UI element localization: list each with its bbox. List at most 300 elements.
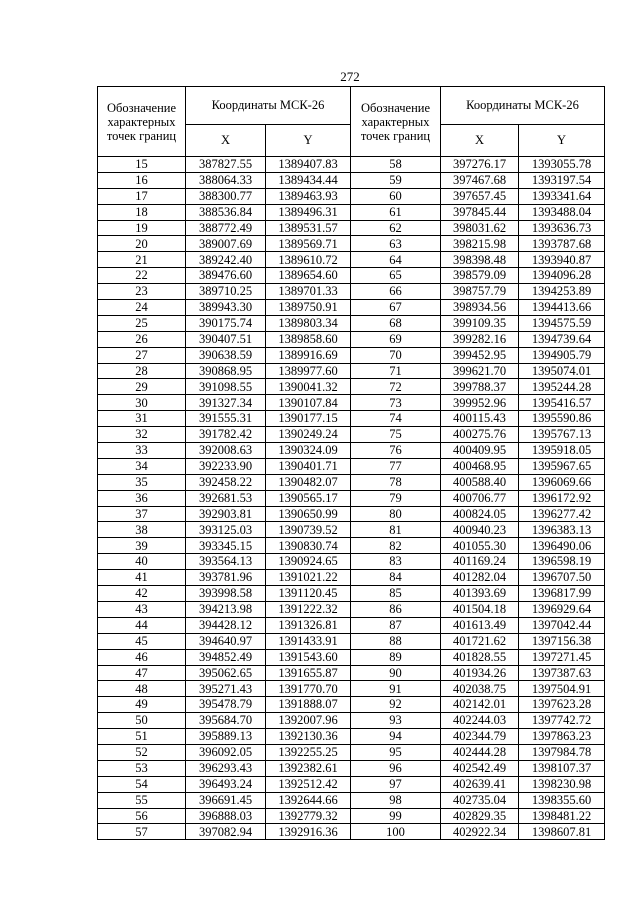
table-row	[351, 633, 605, 649]
table-row	[351, 188, 605, 204]
table-row	[351, 300, 605, 316]
point-number-cell: 63	[351, 236, 441, 252]
y-coordinate-cell: 1389803.34	[266, 315, 351, 331]
y-coordinate-cell: 1394096.28	[519, 268, 605, 284]
x-coordinate-cell: 396888.03	[186, 808, 266, 824]
table-row	[98, 172, 351, 188]
x-coordinate-cell: 387827.55	[186, 157, 266, 173]
point-number-cell: 97	[351, 776, 441, 792]
table-row	[98, 681, 351, 697]
x-coordinate-cell: 398934.56	[441, 300, 519, 316]
x-coordinate-cell: 402244.03	[441, 713, 519, 729]
x-coordinate-cell: 400115.43	[441, 411, 519, 427]
table-row	[351, 570, 605, 586]
table-row	[98, 395, 351, 411]
x-coordinate-cell: 393345.15	[186, 538, 266, 554]
table-row	[351, 538, 605, 554]
x-column-header: X	[441, 125, 519, 157]
x-coordinate-cell: 388064.33	[186, 172, 266, 188]
x-coordinate-cell: 392233.90	[186, 458, 266, 474]
table-row	[351, 665, 605, 681]
table-row	[351, 617, 605, 633]
point-number-cell: 24	[98, 300, 186, 316]
x-coordinate-cell: 390175.74	[186, 315, 266, 331]
x-coordinate-cell: 395062.65	[186, 665, 266, 681]
x-coordinate-cell: 399952.96	[441, 395, 519, 411]
y-coordinate-cell: 1389569.71	[266, 236, 351, 252]
y-coordinate-cell: 1389654.60	[266, 268, 351, 284]
table-row	[351, 808, 605, 824]
point-number-cell: 88	[351, 633, 441, 649]
table-body-right	[351, 157, 605, 840]
x-coordinate-cell: 399788.37	[441, 379, 519, 395]
y-coordinate-cell: 1390177.15	[266, 411, 351, 427]
y-coordinate-cell: 1393787.68	[519, 236, 605, 252]
x-coordinate-cell: 401721.62	[441, 633, 519, 649]
point-number-cell: 65	[351, 268, 441, 284]
y-coordinate-cell: 1397504.91	[519, 681, 605, 697]
point-number-cell: 73	[351, 395, 441, 411]
y-coordinate-cell: 1389463.93	[266, 188, 351, 204]
y-coordinate-cell: 1395590.86	[519, 411, 605, 427]
x-coordinate-cell: 396691.45	[186, 792, 266, 808]
coords-system-header: Координаты МСК-26	[441, 87, 605, 125]
point-number-cell: 67	[351, 300, 441, 316]
table-row	[98, 411, 351, 427]
x-coordinate-cell: 393564.13	[186, 554, 266, 570]
y-coordinate-cell: 1392255.25	[266, 744, 351, 760]
x-column-header: X	[186, 125, 266, 157]
point-number-cell: 64	[351, 252, 441, 268]
point-number-cell: 82	[351, 538, 441, 554]
x-coordinate-cell: 396092.05	[186, 744, 266, 760]
table-row	[98, 236, 351, 252]
y-coordinate-cell: 1389610.72	[266, 252, 351, 268]
point-number-cell: 16	[98, 172, 186, 188]
point-number-cell: 72	[351, 379, 441, 395]
x-coordinate-cell: 390407.51	[186, 331, 266, 347]
y-coordinate-cell: 1392130.36	[266, 729, 351, 745]
y-coordinate-cell: 1391222.32	[266, 601, 351, 617]
x-coordinate-cell: 391327.34	[186, 395, 266, 411]
table-row	[351, 252, 605, 268]
y-coordinate-cell: 1395967.65	[519, 458, 605, 474]
table-row	[98, 617, 351, 633]
y-coordinate-cell: 1389434.44	[266, 172, 351, 188]
table-row	[351, 522, 605, 538]
y-column-header: Y	[519, 125, 605, 157]
point-number-cell: 51	[98, 729, 186, 745]
table-row	[98, 427, 351, 443]
x-coordinate-cell: 398579.09	[441, 268, 519, 284]
table-row	[351, 315, 605, 331]
x-coordinate-cell: 395889.13	[186, 729, 266, 745]
table-row	[351, 363, 605, 379]
point-number-cell: 44	[98, 617, 186, 633]
table-row	[98, 554, 351, 570]
point-column-header: Обозначение характерных точек границ	[98, 87, 186, 157]
point-number-cell: 68	[351, 315, 441, 331]
point-number-cell: 69	[351, 331, 441, 347]
x-coordinate-cell: 395684.70	[186, 713, 266, 729]
table-row	[98, 157, 351, 173]
y-coordinate-cell: 1390565.17	[266, 490, 351, 506]
y-coordinate-cell: 1396172.92	[519, 490, 605, 506]
page-number: 272	[340, 69, 360, 84]
y-coordinate-cell: 1391770.70	[266, 681, 351, 697]
table-row	[351, 792, 605, 808]
y-coordinate-cell: 1391120.45	[266, 586, 351, 602]
x-coordinate-cell: 400588.40	[441, 474, 519, 490]
x-coordinate-cell: 390868.95	[186, 363, 266, 379]
table-row	[98, 363, 351, 379]
y-column-header: Y	[266, 125, 351, 157]
y-coordinate-cell: 1392382.61	[266, 760, 351, 776]
x-coordinate-cell: 402142.01	[441, 697, 519, 713]
table-row	[351, 411, 605, 427]
y-coordinate-cell: 1395918.05	[519, 443, 605, 459]
y-coordinate-cell: 1393197.54	[519, 172, 605, 188]
x-coordinate-cell: 401934.26	[441, 665, 519, 681]
y-coordinate-cell: 1392007.96	[266, 713, 351, 729]
table-row	[98, 713, 351, 729]
point-number-cell: 86	[351, 601, 441, 617]
table-row	[351, 458, 605, 474]
x-coordinate-cell: 399109.35	[441, 315, 519, 331]
x-coordinate-cell: 402829.35	[441, 808, 519, 824]
point-number-cell: 32	[98, 427, 186, 443]
x-coordinate-cell: 398398.48	[441, 252, 519, 268]
point-number-cell: 94	[351, 729, 441, 745]
x-coordinate-cell: 388300.77	[186, 188, 266, 204]
table-row	[98, 729, 351, 745]
y-coordinate-cell: 1389531.57	[266, 220, 351, 236]
x-coordinate-cell: 402735.04	[441, 792, 519, 808]
x-coordinate-cell: 396293.43	[186, 760, 266, 776]
point-number-cell: 98	[351, 792, 441, 808]
point-column-header: Обозначение характерных точек границ	[351, 87, 441, 157]
x-coordinate-cell: 401393.69	[441, 586, 519, 602]
x-coordinate-cell: 389710.25	[186, 284, 266, 300]
x-coordinate-cell: 402444.28	[441, 744, 519, 760]
point-number-cell: 92	[351, 697, 441, 713]
x-coordinate-cell: 389007.69	[186, 236, 266, 252]
y-coordinate-cell: 1389407.83	[266, 157, 351, 173]
y-coordinate-cell: 1398107.37	[519, 760, 605, 776]
table-body-left	[98, 157, 351, 840]
x-coordinate-cell: 397082.94	[186, 824, 266, 840]
y-coordinate-cell: 1393055.78	[519, 157, 605, 173]
table-row	[351, 601, 605, 617]
y-coordinate-cell: 1397271.45	[519, 649, 605, 665]
y-coordinate-cell: 1397623.28	[519, 697, 605, 713]
point-number-cell: 50	[98, 713, 186, 729]
point-number-cell: 93	[351, 713, 441, 729]
table-row	[351, 236, 605, 252]
point-number-cell: 75	[351, 427, 441, 443]
table-row	[98, 474, 351, 490]
table-row	[351, 443, 605, 459]
x-coordinate-cell: 398215.98	[441, 236, 519, 252]
y-coordinate-cell: 1398355.60	[519, 792, 605, 808]
x-coordinate-cell: 401828.55	[441, 649, 519, 665]
table-row	[98, 315, 351, 331]
point-number-cell: 25	[98, 315, 186, 331]
point-number-cell: 55	[98, 792, 186, 808]
table-row	[98, 601, 351, 617]
point-number-cell: 18	[98, 204, 186, 220]
point-number-cell: 95	[351, 744, 441, 760]
x-coordinate-cell: 402038.75	[441, 681, 519, 697]
x-coordinate-cell: 392903.81	[186, 506, 266, 522]
point-number-cell: 70	[351, 347, 441, 363]
table-row	[98, 300, 351, 316]
point-number-cell: 23	[98, 284, 186, 300]
table-row	[351, 331, 605, 347]
x-coordinate-cell: 394640.97	[186, 633, 266, 649]
y-coordinate-cell: 1391543.60	[266, 649, 351, 665]
table-row	[98, 458, 351, 474]
y-coordinate-cell: 1390249.24	[266, 427, 351, 443]
y-coordinate-cell: 1397387.63	[519, 665, 605, 681]
table-row	[351, 506, 605, 522]
table-row	[98, 379, 351, 395]
y-coordinate-cell: 1397742.72	[519, 713, 605, 729]
x-coordinate-cell: 398031.62	[441, 220, 519, 236]
table-row	[98, 776, 351, 792]
y-coordinate-cell: 1392644.66	[266, 792, 351, 808]
point-number-cell: 83	[351, 554, 441, 570]
table-row	[351, 824, 605, 840]
y-coordinate-cell: 1390924.65	[266, 554, 351, 570]
y-coordinate-cell: 1398230.98	[519, 776, 605, 792]
point-number-cell: 33	[98, 443, 186, 459]
x-coordinate-cell: 402922.34	[441, 824, 519, 840]
point-number-cell: 74	[351, 411, 441, 427]
y-coordinate-cell: 1390107.84	[266, 395, 351, 411]
table-row	[98, 490, 351, 506]
point-number-cell: 100	[351, 824, 441, 840]
y-coordinate-cell: 1389858.60	[266, 331, 351, 347]
x-coordinate-cell: 391555.31	[186, 411, 266, 427]
point-number-cell: 15	[98, 157, 186, 173]
table-row	[351, 713, 605, 729]
x-coordinate-cell: 402344.79	[441, 729, 519, 745]
table-row	[351, 729, 605, 745]
point-number-cell: 62	[351, 220, 441, 236]
y-coordinate-cell: 1393341.64	[519, 188, 605, 204]
table-row	[98, 538, 351, 554]
point-number-cell: 26	[98, 331, 186, 347]
point-number-cell: 39	[98, 538, 186, 554]
point-number-cell: 41	[98, 570, 186, 586]
table-row	[98, 522, 351, 538]
y-coordinate-cell: 1390324.09	[266, 443, 351, 459]
x-coordinate-cell: 397467.68	[441, 172, 519, 188]
x-coordinate-cell: 397276.17	[441, 157, 519, 173]
table-row	[98, 792, 351, 808]
x-coordinate-cell: 390638.59	[186, 347, 266, 363]
y-coordinate-cell: 1389977.60	[266, 363, 351, 379]
point-number-cell: 47	[98, 665, 186, 681]
point-number-cell: 21	[98, 252, 186, 268]
x-coordinate-cell: 393998.58	[186, 586, 266, 602]
point-number-cell: 30	[98, 395, 186, 411]
point-number-cell: 38	[98, 522, 186, 538]
x-coordinate-cell: 400940.23	[441, 522, 519, 538]
x-coordinate-cell: 391098.55	[186, 379, 266, 395]
x-coordinate-cell: 400275.76	[441, 427, 519, 443]
y-coordinate-cell: 1397863.23	[519, 729, 605, 745]
x-coordinate-cell: 401504.18	[441, 601, 519, 617]
table-row	[98, 188, 351, 204]
point-number-cell: 96	[351, 760, 441, 776]
x-coordinate-cell: 401282.04	[441, 570, 519, 586]
x-coordinate-cell: 400409.95	[441, 443, 519, 459]
x-coordinate-cell: 392681.53	[186, 490, 266, 506]
point-number-cell: 61	[351, 204, 441, 220]
table-row	[98, 284, 351, 300]
point-number-cell: 90	[351, 665, 441, 681]
point-number-cell: 99	[351, 808, 441, 824]
table-row	[98, 443, 351, 459]
table-row	[351, 586, 605, 602]
x-coordinate-cell: 389242.40	[186, 252, 266, 268]
table-row	[351, 204, 605, 220]
y-coordinate-cell: 1391433.91	[266, 633, 351, 649]
point-number-cell: 71	[351, 363, 441, 379]
x-coordinate-cell: 392008.63	[186, 443, 266, 459]
point-number-cell: 58	[351, 157, 441, 173]
point-number-cell: 66	[351, 284, 441, 300]
x-coordinate-cell: 394213.98	[186, 601, 266, 617]
table-row	[351, 776, 605, 792]
y-coordinate-cell: 1389701.33	[266, 284, 351, 300]
point-number-cell: 85	[351, 586, 441, 602]
point-number-cell: 40	[98, 554, 186, 570]
point-number-cell: 78	[351, 474, 441, 490]
table-row	[98, 347, 351, 363]
y-coordinate-cell: 1393636.73	[519, 220, 605, 236]
x-coordinate-cell: 401613.49	[441, 617, 519, 633]
y-coordinate-cell: 1397984.78	[519, 744, 605, 760]
x-coordinate-cell: 399621.70	[441, 363, 519, 379]
point-number-cell: 52	[98, 744, 186, 760]
y-coordinate-cell: 1396707.50	[519, 570, 605, 586]
table-row	[351, 554, 605, 570]
point-number-cell: 87	[351, 617, 441, 633]
y-coordinate-cell: 1396817.99	[519, 586, 605, 602]
x-coordinate-cell: 389943.30	[186, 300, 266, 316]
point-number-cell: 76	[351, 443, 441, 459]
x-coordinate-cell: 394852.49	[186, 649, 266, 665]
table-row	[98, 204, 351, 220]
y-coordinate-cell: 1392779.32	[266, 808, 351, 824]
point-number-cell: 31	[98, 411, 186, 427]
y-coordinate-cell: 1394739.64	[519, 331, 605, 347]
table-row	[351, 157, 605, 173]
y-coordinate-cell: 1396383.13	[519, 522, 605, 538]
y-coordinate-cell: 1389750.91	[266, 300, 351, 316]
x-coordinate-cell: 391782.42	[186, 427, 266, 443]
table-row	[351, 697, 605, 713]
x-coordinate-cell: 400824.05	[441, 506, 519, 522]
y-coordinate-cell: 1395416.57	[519, 395, 605, 411]
point-number-cell: 35	[98, 474, 186, 490]
table-row	[98, 506, 351, 522]
x-coordinate-cell: 400468.95	[441, 458, 519, 474]
table-row	[351, 427, 605, 443]
x-coordinate-cell: 397845.44	[441, 204, 519, 220]
table-row	[98, 252, 351, 268]
y-coordinate-cell: 1391326.81	[266, 617, 351, 633]
y-coordinate-cell: 1394575.59	[519, 315, 605, 331]
point-number-cell: 36	[98, 490, 186, 506]
table-row	[98, 665, 351, 681]
y-coordinate-cell: 1392512.42	[266, 776, 351, 792]
table-row	[351, 490, 605, 506]
y-coordinate-cell: 1389496.31	[266, 204, 351, 220]
x-coordinate-cell: 393125.03	[186, 522, 266, 538]
point-number-cell: 54	[98, 776, 186, 792]
x-coordinate-cell: 402542.49	[441, 760, 519, 776]
y-coordinate-cell: 1396490.06	[519, 538, 605, 554]
y-coordinate-cell: 1395074.01	[519, 363, 605, 379]
point-number-cell: 84	[351, 570, 441, 586]
table-row	[98, 824, 351, 840]
table-row	[98, 697, 351, 713]
y-coordinate-cell: 1393940.87	[519, 252, 605, 268]
y-coordinate-cell: 1398481.22	[519, 808, 605, 824]
y-coordinate-cell: 1396598.19	[519, 554, 605, 570]
point-number-cell: 59	[351, 172, 441, 188]
point-number-cell: 56	[98, 808, 186, 824]
y-coordinate-cell: 1396069.66	[519, 474, 605, 490]
table-row	[351, 395, 605, 411]
y-coordinate-cell: 1390401.71	[266, 458, 351, 474]
y-coordinate-cell: 1396277.42	[519, 506, 605, 522]
table-row	[351, 474, 605, 490]
table-row	[351, 649, 605, 665]
y-coordinate-cell: 1390830.74	[266, 538, 351, 554]
point-number-cell: 91	[351, 681, 441, 697]
point-number-cell: 37	[98, 506, 186, 522]
point-number-cell: 43	[98, 601, 186, 617]
table-row	[98, 331, 351, 347]
y-coordinate-cell: 1397042.44	[519, 617, 605, 633]
x-coordinate-cell: 402639.41	[441, 776, 519, 792]
table-row	[98, 268, 351, 284]
y-coordinate-cell: 1397156.38	[519, 633, 605, 649]
x-coordinate-cell: 392458.22	[186, 474, 266, 490]
coordinates-table-left	[97, 86, 351, 840]
point-number-cell: 22	[98, 268, 186, 284]
y-coordinate-cell: 1391888.07	[266, 697, 351, 713]
point-number-cell: 27	[98, 347, 186, 363]
y-coordinate-cell: 1390650.99	[266, 506, 351, 522]
y-coordinate-cell: 1394253.89	[519, 284, 605, 300]
table-row	[351, 172, 605, 188]
x-coordinate-cell: 400706.77	[441, 490, 519, 506]
y-coordinate-cell: 1390041.32	[266, 379, 351, 395]
table-row	[351, 220, 605, 236]
y-coordinate-cell: 1394905.79	[519, 347, 605, 363]
x-coordinate-cell: 399282.16	[441, 331, 519, 347]
y-coordinate-cell: 1395244.28	[519, 379, 605, 395]
table-row	[351, 681, 605, 697]
x-coordinate-cell: 394428.12	[186, 617, 266, 633]
y-coordinate-cell: 1391021.22	[266, 570, 351, 586]
